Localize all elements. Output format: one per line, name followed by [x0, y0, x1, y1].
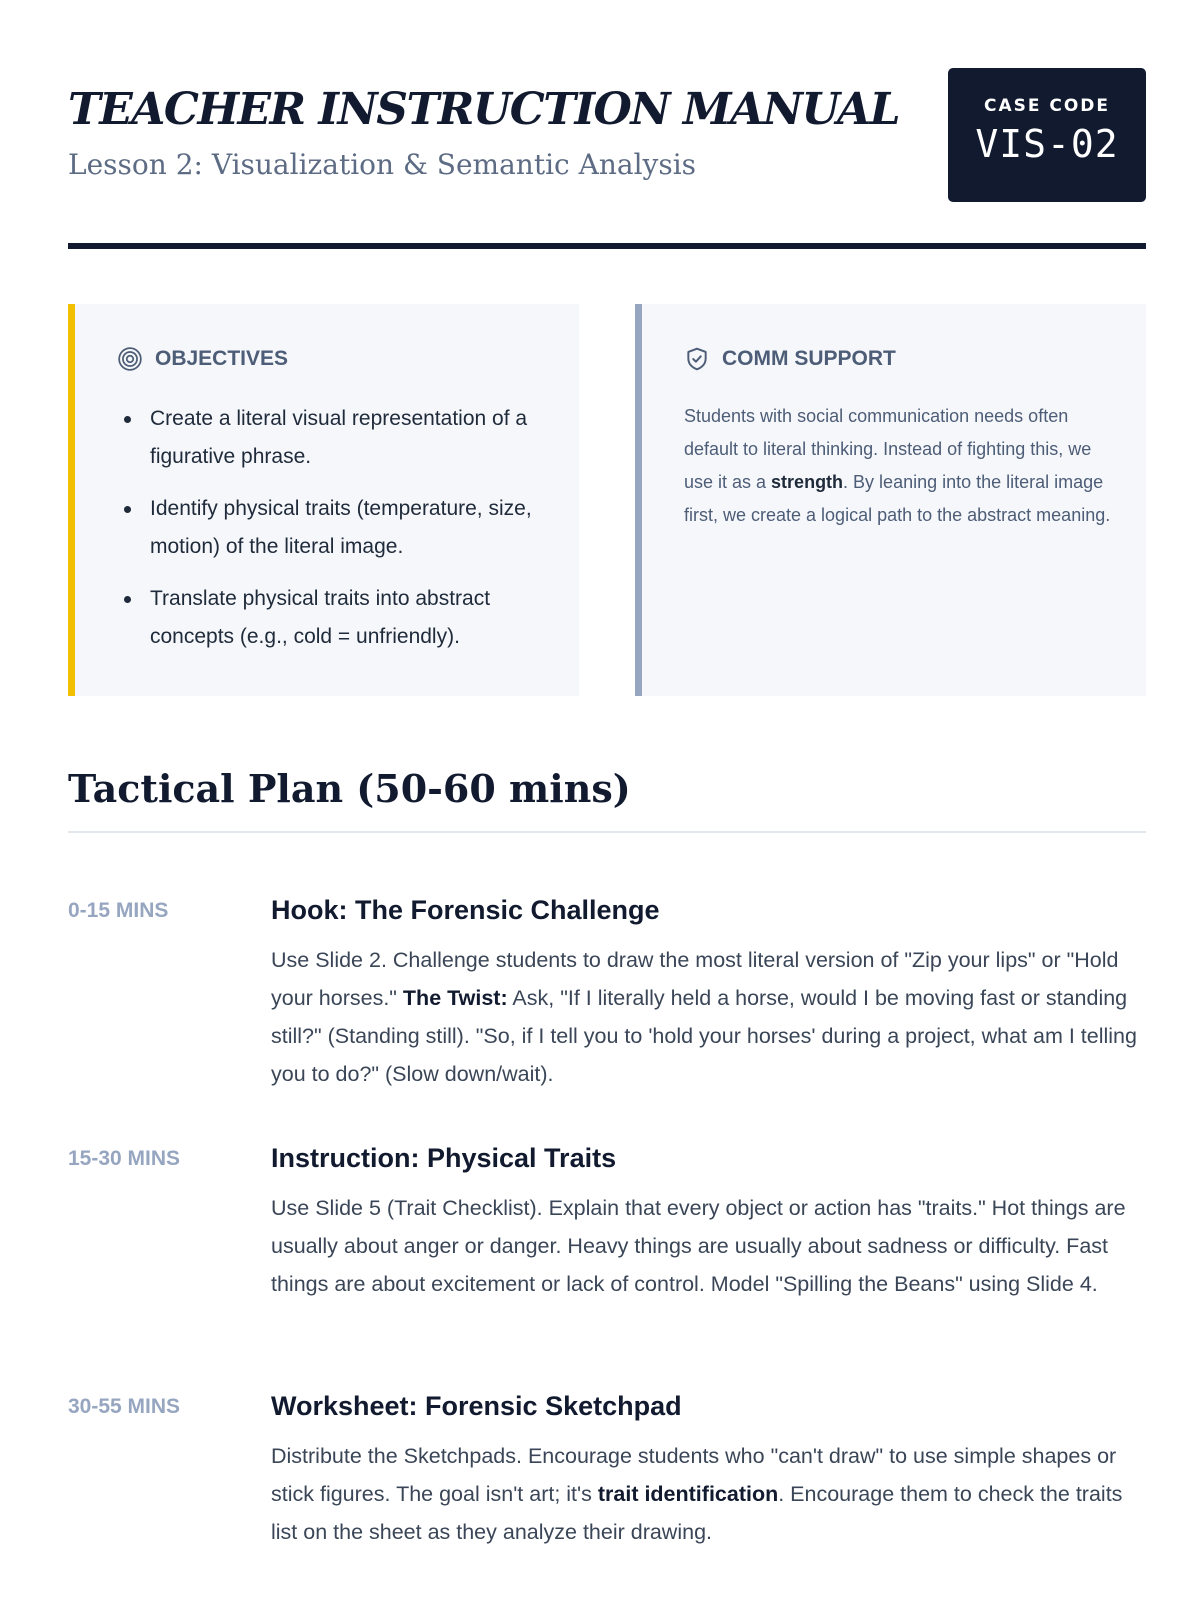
- plan-divider: [68, 831, 1146, 833]
- case-code-label: CASE CODE: [983, 96, 1111, 116]
- plan-block-title: Instruction: Physical Traits: [271, 1143, 617, 1173]
- plan-text-part: Ask, "If I literally held a horse, would I be moving fast or standing still?" (Standing still). "So, if I tell you to 'hold your horses' during a project, what am I telling you to do?" (Slow down/wait).: [271, 986, 1137, 1086]
- plan-text-bold: The Twist:: [402, 986, 508, 1010]
- comm-support-text: [684, 400, 1114, 532]
- comm-support-title: COMM SUPPORT: [722, 347, 896, 370]
- plan-block-text: [271, 1189, 1149, 1303]
- objective-item: Identify physical traits (temperature, size, motion) of the literal image.: [150, 490, 545, 566]
- header-divider: [68, 243, 1146, 249]
- plan-text-part: Use Slide 5 (Trait Checklist). Explain that every object or action has "traits." Hot things are usually about anger or danger. Heavy things are usually about sadness or difficulty. Fast things are about excitement or lack of control. Model "Spilling the Beans" using Slide 4.: [271, 1196, 1126, 1296]
- plan-text-bold: trait identification: [597, 1482, 779, 1506]
- plan-time: 30-55 MINS: [68, 1395, 181, 1418]
- case-code-value: VIS-02: [975, 122, 1119, 166]
- objectives-title: OBJECTIVES: [155, 347, 289, 370]
- plan-text-part: Use Slide 2. Challenge students to draw the most literal version of "Zip your lips" or "Hold your horses.": [271, 948, 1119, 1010]
- plan-text-part: . Encourage them to check the traits list on the sheet as they analyze their drawing.: [271, 1482, 1123, 1544]
- plan-block-text: [271, 941, 1149, 1093]
- page-title: TEACHER INSTRUCTION MANUAL: [68, 84, 900, 135]
- objective-item: Create a literal visual representation of a figurative phrase.: [150, 400, 545, 476]
- plan-block-title: Worksheet: Forensic Sketchpad: [271, 1391, 682, 1421]
- comm-text-part: Students with social communication needs often default to literal thinking. Instead of fighting this, we use it as a: [684, 406, 1092, 492]
- case-code-badge: [948, 68, 1146, 202]
- comm-text-part: . By leaning into the literal image first, we create a logical path to the abstract meaning.: [684, 472, 1111, 525]
- comm-support-card: [635, 304, 1146, 696]
- objectives-card: [68, 304, 579, 696]
- plan-text-part: Distribute the Sketchpads. Encourage students who "can't draw" to use simple shapes or stick figures. The goal isn't art; it's: [271, 1444, 1117, 1506]
- objectives-list: [150, 400, 545, 670]
- plan-block-title: Hook: The Forensic Challenge: [271, 895, 660, 925]
- target-icon: [117, 346, 143, 372]
- comm-support-header: [684, 346, 896, 372]
- comm-text-bold: strength: [771, 472, 844, 492]
- objectives-header: [117, 346, 288, 372]
- lesson-subtitle: Lesson 2: Visualization & Semantic Analysis: [68, 148, 697, 181]
- page-header: [68, 68, 1146, 204]
- plan-block-text: [271, 1437, 1149, 1551]
- shield-check-icon: [684, 346, 710, 372]
- plan-time: 15-30 MINS: [68, 1147, 181, 1170]
- plan-title: Tactical Plan (50-60 mins): [68, 766, 631, 811]
- objective-item: Translate physical traits into abstract concepts (e.g., cold = unfriendly).: [150, 580, 545, 656]
- plan-time: 0-15 MINS: [68, 899, 169, 922]
